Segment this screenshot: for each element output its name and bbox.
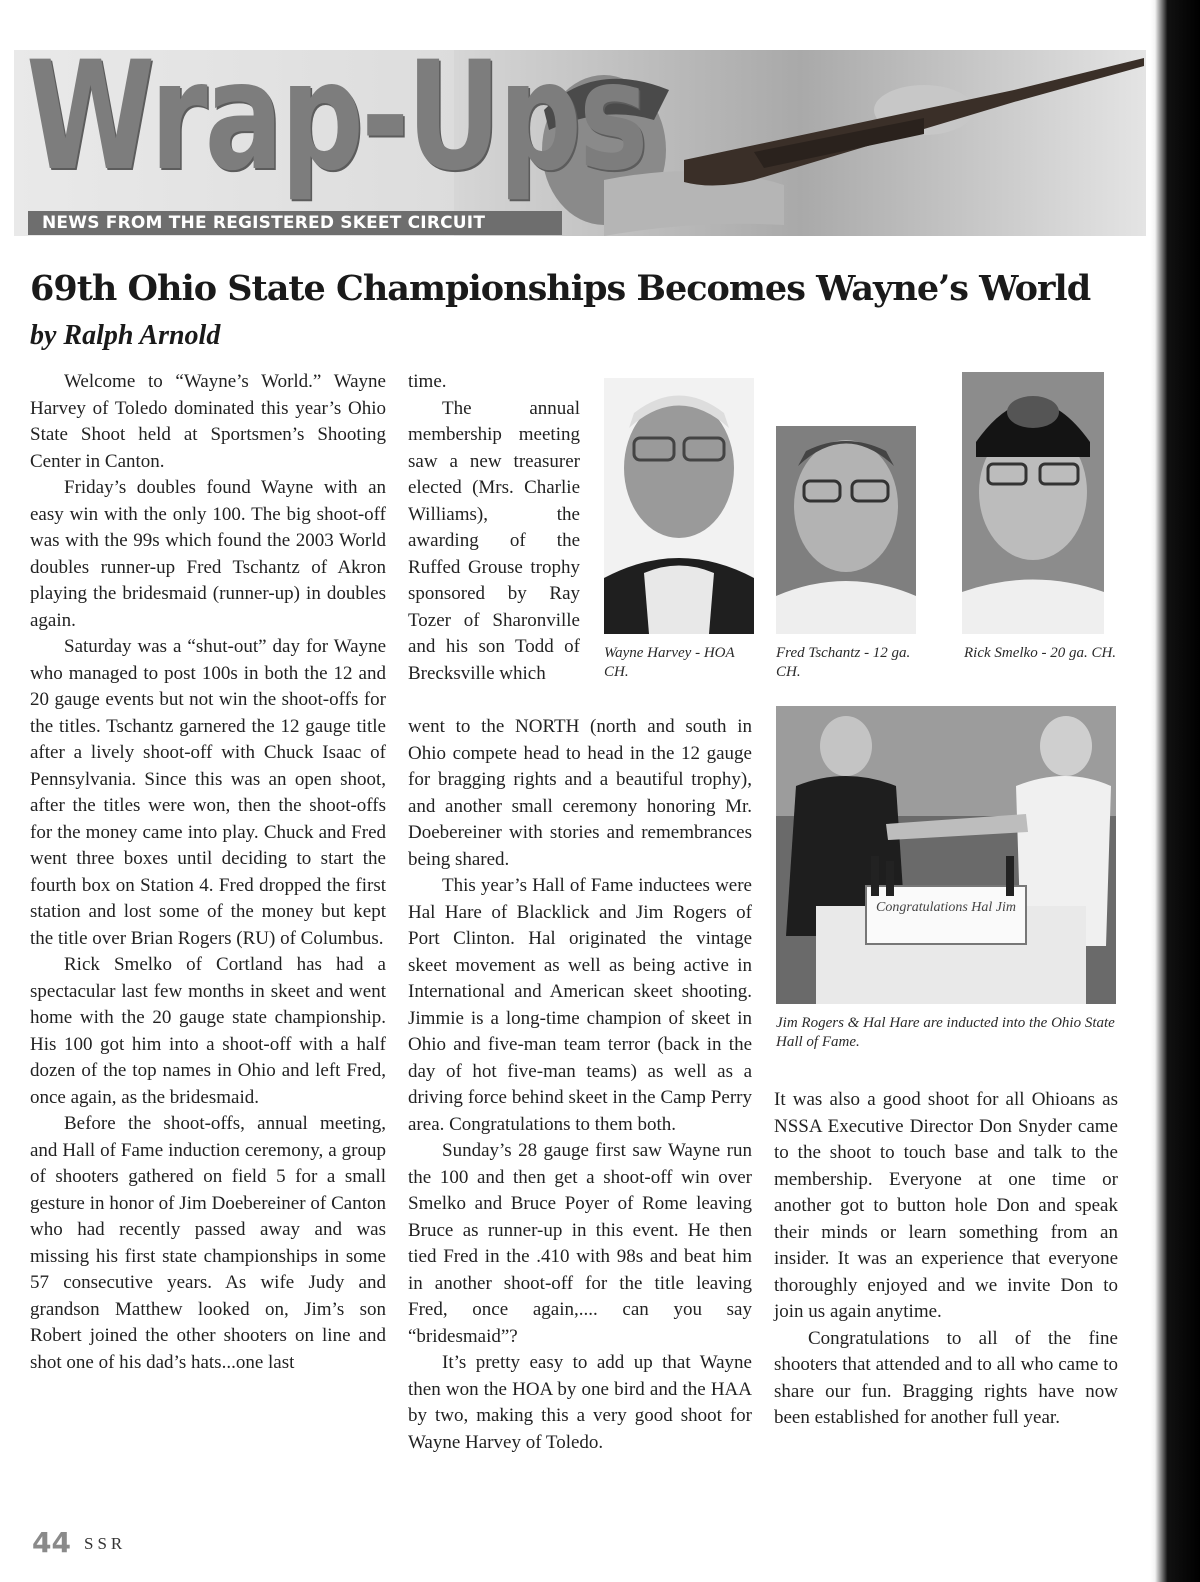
wayne-harvey-photo xyxy=(604,378,754,634)
paragraph: went to the NORTH (north and south in Ohio compete head to head in the 12 gauge for bragging rights and a beautiful trophy), and another small ceremony honoring Mr. Doebereiner with stories and remembrances being shared. xyxy=(408,716,752,870)
article-byline: by Ralph Arnold xyxy=(30,320,221,351)
article-column-1 xyxy=(30,369,386,1376)
paragraph: Congratulations to all of the fine shooters that attended and to all who came to share our fun. Bragging rights have now been established for another full year. xyxy=(774,1327,1118,1428)
paragraph: Saturday was a “shut-out” day for Wayne who managed to post 100s in both the 12 and 20 gauge events but not win the shoot-offs for the titles. Tschantz garnered the 12 gauge title after a lively shoot-off with Chuck Isaac of Pennsylvania. Since this was an open shoot, after the titles were won, then the shoot-offs for the money came into play. Chuck and Fred went three boxes until deciding to start the fourth box on Station 4. Fred dropped the first station and lost some of the money but kept the title over Brian Rogers (RU) of Columbus. xyxy=(30,636,386,949)
paragraph: Welcome to “Wayne’s World.” Wayne Harvey of Toledo dominated this year’s Ohio State Shoot held at Sportsmen’s Shooting Center in Canton. xyxy=(30,371,386,472)
article-column-3 xyxy=(774,1087,1118,1432)
rick-smelko-photo xyxy=(962,372,1104,634)
paragraph: Friday’s doubles found Wayne with an easy win with the only 100. The big shoot-off was with the 99s which found the 2003 World doubles runner-up Fred Tschantz of Akron playing the bridesmaid (runner-up) in doubles again. xyxy=(30,477,386,631)
hall-of-fame-caption: Jim Rogers & Hal Hare are inducted into the Ohio State Hall of Fame. xyxy=(776,1015,1115,1050)
page-number: 44 xyxy=(32,1526,71,1559)
banner-title: Wrap-Ups xyxy=(26,50,646,204)
wayne-harvey-caption: Wayne Harvey - HOA CH. xyxy=(604,645,735,680)
fred-tschantz-caption: Fred Tschantz - 12 ga. CH. xyxy=(776,645,911,680)
paragraph: Rick Smelko of Cortland has had a spectacular last few months in skeet and went home with the 20 gauge state championship. His 100 got him into a shoot-off with a half dozen of the top names in Ohio and left Fred, once again, as the bridesmaid. xyxy=(30,954,386,1108)
magazine-name: SSR xyxy=(84,1534,127,1553)
paragraph: It was also a good shoot for all Ohioans as NSSA Executive Director Don Snyder came to the shoot to touch base and talk to the membership. Everyone at one time or another got to button hole Don and speak their minds or learn something from an insider. It was an experience that everyone thoroughly enjoyed and we invite Don to join us again anytime. xyxy=(774,1089,1118,1322)
fred-tschantz-photo xyxy=(776,426,916,634)
cake-text: Congratulations Hal Jim xyxy=(875,900,1017,915)
paragraph: The annual membership meeting saw a new treasurer elected (Mrs. Charlie Williams), the awarding of the Ruffed Grouse trophy sponsored by Ray Tozer of Sharonville and his son Todd of Brecksville which xyxy=(408,397,580,684)
scan-edge xyxy=(1150,0,1200,1582)
paragraph: time. xyxy=(408,371,447,392)
rick-smelko-caption: Rick Smelko - 20 ga. CH. xyxy=(964,645,1117,661)
header-banner xyxy=(14,50,1146,236)
article-column-2-bottom xyxy=(408,714,752,1456)
paragraph: This year’s Hall of Fame inductees were Hal Hare of Blacklick and Jim Rogers of Port Clinton. Hal originated the vintage skeet movement as well as being active in International and American skeet shooting. Jimmie is a long-time champion of skeet in Ohio and five-man team terror (back in the day of hot five-man teams) as well as a driving force behind skeet in the Camp Perry area. Congratulations to them both. xyxy=(408,875,752,1135)
hall-of-fame-photo xyxy=(776,706,1116,1004)
paragraph: Before the shoot-offs, annual meeting, and Hall of Fame induction ceremony, a group of shooters gathered on field 5 for a small gesture in honor of Jim Doebereiner of Canton who had recently passed away and was missing his first state championships in some 57 consecutive years. As wife Judy and grandson Matthew looked on, Jim’s son Robert joined the other shooters on line and shot one of his dad’s hats...one last xyxy=(30,1113,386,1373)
article-headline: 69th Ohio State Championships Becomes Wayne’s World xyxy=(30,268,1091,309)
article-column-2-top xyxy=(408,369,580,687)
paragraph: Sunday’s 28 gauge first saw Wayne run the 100 and then get a shoot-off win over Smelko and Bruce Poyer of Rome leaving Bruce as runner-up in this event. He then tied Fred in the .410 with 98s and beat him in another shoot-off for the title leaving Fred, once again,.... can you say “bridesmaid”? xyxy=(408,1140,752,1347)
banner-subtitle: NEWS FROM THE REGISTERED SKEET CIRCUIT xyxy=(28,211,562,235)
paragraph: It’s pretty easy to add up that Wayne then won the HOA by one bird and the HAA by two, making this a very good shoot for Wayne Harvey of Toledo. xyxy=(408,1352,752,1453)
